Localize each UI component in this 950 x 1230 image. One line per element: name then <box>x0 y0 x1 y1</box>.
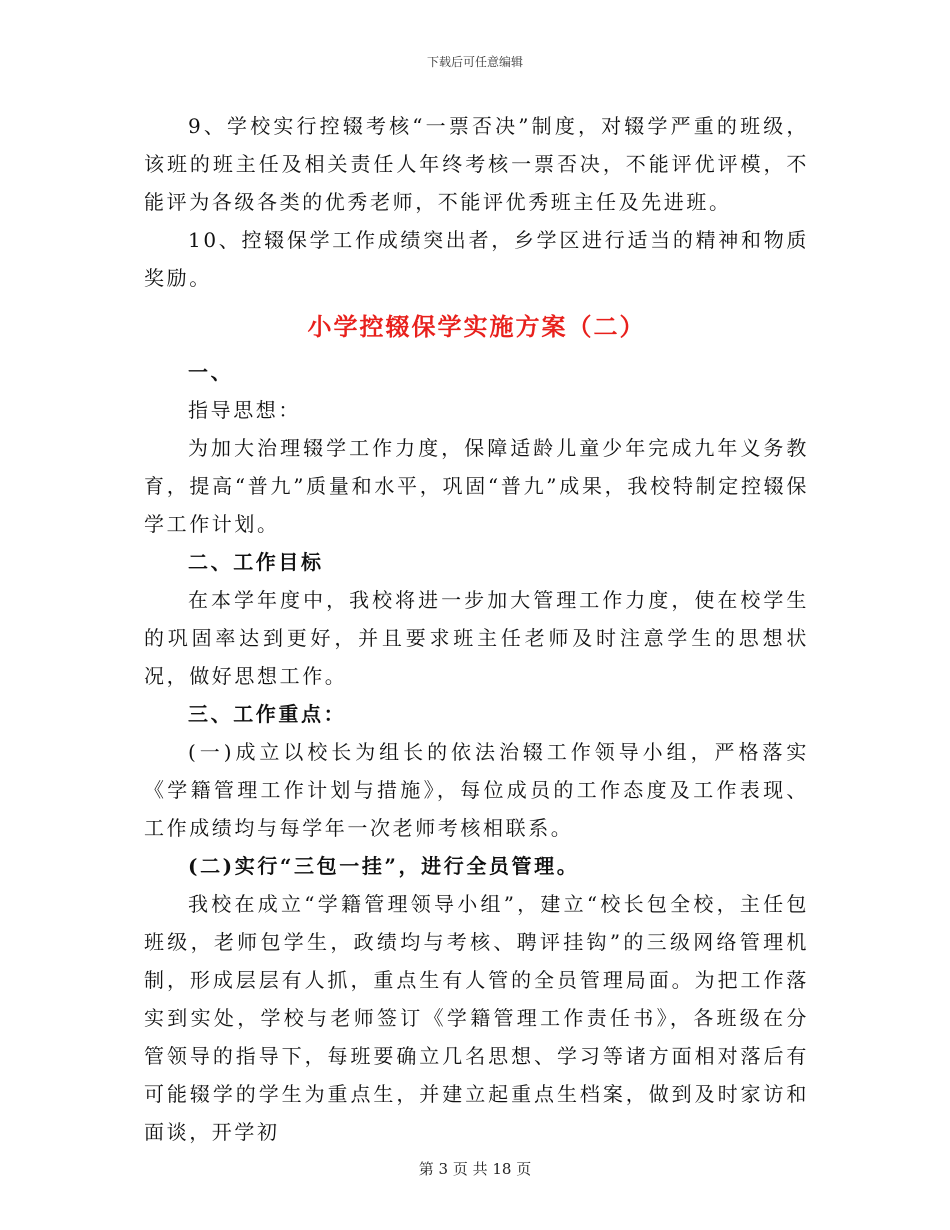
paragraph-rule-9: 9、学校实行控辍考核“一票否决”制度，对辍学严重的班级，该班的班主任及相关责任人年终考核一票否决，不能评优评模，不能评为各级各类的优秀老师，不能评优秀班主任及先进班。 <box>144 114 809 214</box>
section-1-body: 为加大治理辍学工作力度，保障适龄儿童少年完成九年义务教育，提高“普九”质量和水平，巩固“普九”成果，我校特制定控辍保学工作计划。 <box>144 436 809 536</box>
document-body <box>144 107 809 1151</box>
section-2-body: 在本学年度中，我校将进一步加大管理工作力度，使在校学生的巩固率达到更好，并且要求班主任老师及时注意学生的思想状况，做好思想工作。 <box>144 588 809 688</box>
section-3-item-1: (一)成立以校长为组长的依法治辍工作领导小组，严格落实《学籍管理工作计划与措施》，每位成员的工作态度及工作表现、工作成绩均与每学年一次老师考核相联系。 <box>144 740 809 840</box>
section-3-heading: 三、工作重点： <box>188 702 347 726</box>
section-3-item-2-heading: (二)实行“三包一挂”，进行全员管理。 <box>188 854 580 878</box>
page-header: 下载后可任意编辑 <box>426 55 523 69</box>
document-title: 小学控辍保学实施方案（二） <box>307 312 646 341</box>
page-number: 第 3 页 共 18 页 <box>418 1160 532 1178</box>
paragraph-rule-10: 10、控辍保学工作成绩突出者，乡学区进行适当的精神和物质奖励。 <box>144 228 809 290</box>
section-1-subheading: 指导思想： <box>188 398 301 422</box>
section-2-heading: 二、工作目标 <box>188 550 324 574</box>
section-3-item-2-body: 我校在成立“学籍管理领导小组”，建立“校长包全校，主任包班级，老师包学生，政绩均与考核、聘评挂钩”的三级网络管理机制，形成层层有人抓，重点生有人管的全员管理局面。为把工作落实到实处，学校与老师签订《学籍管理工作责任书》，各班级在分管领导的指导下，每班要确立几名思想、学习等诸方面相对落后有可能辍学的学生为重点生，并建立起重点生档案，做到及时家访和面谈，开学初 <box>144 892 809 1144</box>
section-1-heading: 一、 <box>188 360 234 384</box>
